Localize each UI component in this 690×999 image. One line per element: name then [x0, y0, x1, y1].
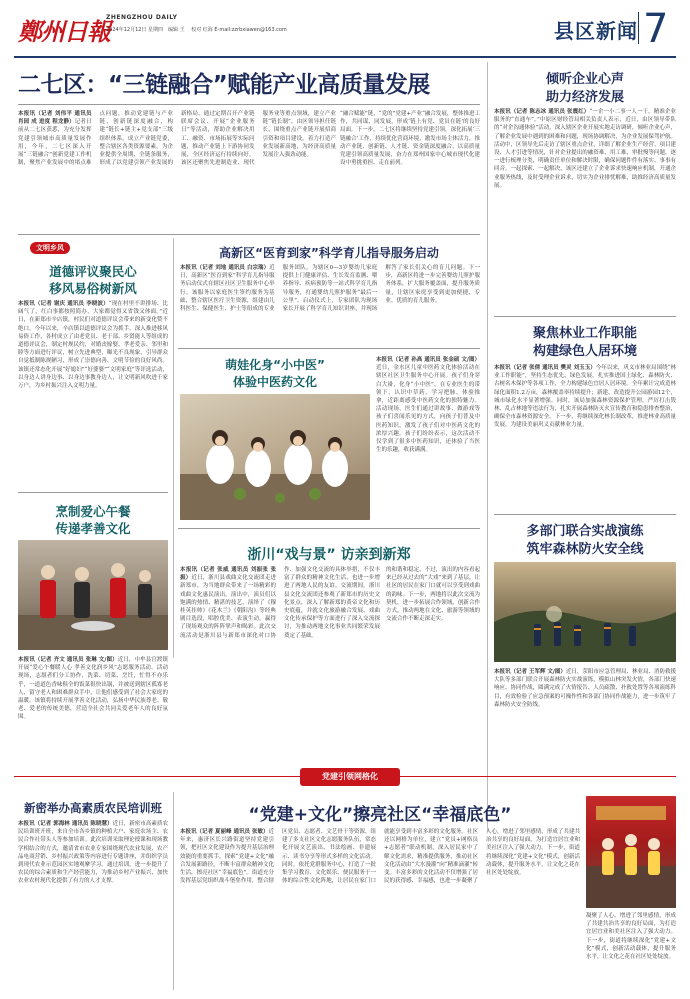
right-article2-title1: 聚焦林业工作职能: [532, 326, 637, 341]
culture-byline: 本报讯（记者 谢庆 通讯员 李晓波）: [18, 301, 109, 307]
farmer-title: 新密举办高素质农民培训班: [24, 801, 162, 815]
farmer-byline: 本报讯（记者 郭海林 通讯员 陈晓慧）: [18, 821, 113, 827]
party-body: [180, 828, 580, 990]
party-body-side: [586, 912, 676, 990]
culture-title2: 移风易俗树新风: [49, 281, 137, 296]
right-article2-byline: 本报讯（记者 张倩 通讯员 樊灵 刘玉玉）: [494, 365, 596, 371]
medical-body: [180, 264, 480, 344]
lead-text: 记者日前从二七区获悉，为充分发挥党建引领城市高质量发展作用，今年，二七区深入开展“三链融合”创新党建工作机制，聚焦产业发展中的堵点难点问题，推动党建链与产业链、创新链深度融合，构建“链长+链主+党支部”三级组织体系，成立产业链党委，整合辖区各类资源要素，为企业提供全周期、全链条服务，形成了以党建引领产业发展的新格局。通过定期召开产业链联席会议、开展“企业服务日”等活动，帮助企业解决用工、融资、市场拓展等实际问题，推动产业链上下游协同发展，全区经济运行持续向好。该区还聚焦先进制造业、现代服务业等重点领域，建立产业链“链长制”，由区领导担任链长，围绕重点产业链开展招商引资和项目建设，着力打造产业发展新高地，为经济高质量发展注入强劲动能。: [18, 111, 336, 167]
drama-body-2: [386, 566, 480, 766]
charity-photo: [18, 540, 168, 650]
lead-text-2: “融合赋能”链，“党的”党建+产业“融合发展，整体推进工作，共同谋、同发展，形成‘链上有党、党员在链’的良好局面。下一步，二七区将继续坚持党建引领，深化拓展‘三链融合’工作，持续优化营商环境，激发市场主体活力，推动产业链、创新链、人才链、资金链深度融合，以高质量党建引领高质量发展，奋力在郑州国家中心城市现代化建设中勇挑重担、走在前列。: [340, 111, 480, 167]
culture-tag: 文明乡风: [30, 242, 70, 254]
right-article2: [494, 322, 676, 532]
right-rule-2: [494, 514, 676, 515]
masthead-divider: [638, 12, 639, 44]
party-performance-illustration: [586, 796, 676, 908]
lead-title-rule: [18, 104, 480, 105]
medical-byline: 本报讯（记者 刘地 通讯员 白宗瑞）: [180, 265, 270, 271]
charity-title1: 烹制爱心午餐: [55, 504, 131, 519]
tcm-text: 近日，金水区儿童中医药文化体验活动在辖区社区卫生服务中心开展。孩子们身穿白大褂，化身“小中医”，在专业医生的带领下，认识中草药、学习把脉、体验推拿，近距离感受中医药文化的独特魅力。活动现场，医生们通过讲故事、做游戏等孩子们喜闻乐见的方式，向孩子们普及中医药知识，激发了孩子们对中医药文化的浓厚兴趣。孩子们纷纷表示，这次活动不仅学到了很多中医药知识，还体验了当医生的乐趣，收获满满。: [376, 365, 480, 454]
section-name: 县区新闻: [554, 19, 638, 43]
drama-text: 近日，浙川县戏曲文化交流团走进新郑市，为当地群众带来了一场精彩的戏曲文化惠民演出。演出中，演员们以饱满的热情、精湛的技艺，演绎了《穆桂英挂帅》《花木兰》《朝阳沟》等经典剧目选段，唱腔优美、表演生动，赢得了现场观众的阵阵掌声和喝彩。此次交流活动是浙川县与新郑市深化对口协作、加强文化交流的具体举措，不仅丰富了群众的精神文化生活，也进一步增进了两地人民的友谊。交流期间，浙川县文化交流团还参观了新郑市的历史文化景点，深入了解新郑的黄帝文化和历史底蕴，并就文化旅游融合发展、戏曲文化传承保护等方面进行了深入交流探讨，为推动两地文化事业共同繁荣发展奠定了基础。: [180, 567, 380, 639]
right-article1-text: “一企一小二事一人一干，精准企业服务的“直通车”。”中原区财经管局相关负责人表示，近日，由区领导带队的“对企沟通体验”活动，深入辖区企业开展实地走访调研，倾听企业心声，了解企业发展中遇到的困难和问题，现场协调解决，为企业发展保驾护航。活动中，区领导先后走访了辖区重点企业，详细了解企业生产经营、项目建设、人才引进等情况，针对企业提出的融资难、用工难、审批慢等问题，逐一进行梳理分类，明确责任单位和解决时限，确保问题件件有落实、事事有回音。一起探索、一起解决，该区还建立了企业诉求快速响应机制，开通企业服务热线，及时受理企业诉求，切实为企业排忧解难，助推经济高质量发展。: [494, 109, 676, 189]
medical-title: 高新区“医育到家”科学育儿指导服务启动: [219, 246, 439, 260]
drama-top-rule: [178, 528, 480, 529]
medical-text: 近日，高新区“医育到家”科学育儿指导服务启动仪式在辖区社区卫生服务中心举行。该服务以家庭医生签约服务为基础，整合辖区医疗卫生资源，组建由儿科医生、保健医生、护士等组成的专业服务团队，为辖区0—3岁婴幼儿家庭提供上门健康评估、生长发育监测、喂养指导、疾病预防等一站式科学育儿指导服务，打通婴幼儿照护服务“最后一公里”。启动仪式上，专家团队为现场家长开展了科学育儿知识讲座，并现场解答了家长们关心的育儿问题。下一步，高新区将进一步完善婴幼儿照护服务体系，扩大服务覆盖面，提升服务质量，让辖区家庭享受到更加便捷、专业、优质的育儿服务。: [180, 265, 480, 313]
issue-line: 2024年12月12日 星期四 编辑 王 校对 红海 E-mail:zzrbxiawen@163.com: [106, 27, 287, 33]
right-column-divider: [487, 62, 488, 832]
farmer-body: [18, 820, 168, 990]
party-tag-label: 党建引领网格化: [322, 772, 378, 781]
right-article2-text: 今年以来，巩义市林业局围绕“林业工作职能”，坚持生态优先、绿色发展，扎实推进国土绿化、森林防火、古树名木保护等各项工作，全力构建绿色宜居人居环境。全年累计完成造林绿化面积1.2万亩，森林覆盖率持续提升；新建、改造提升公园游园12个，城市绿化水平显著增强。同时，该局加强森林资源保护管理，严厉打击毁林、乱占林地等违法行为，扎实开展森林防灭火宣传教育和隐患排查整治，确保全市森林资源安全。下一步，将继续深化林长制改革，推进林业高质量发展，为建设美丽巩义贡献林业力量。: [494, 365, 676, 429]
party-photo: [586, 796, 676, 908]
newspaper-logo: 鄭州日報: [18, 17, 110, 46]
party-tag: [300, 768, 400, 786]
drama-text-2: 的和谐和稳定。不过，演出的内容看起来已经从过去的“大戏”来到了基层，让社区的居民在家门口就可以享受到戏曲的韵味。下一步，两地将以此次交流为契机，进一步拓展合作领域，创新合作方式，推动两地在文化、旅游等领域的交流合作不断走深走实。: [386, 567, 480, 623]
right-article1: [494, 64, 676, 280]
right-article1-body: [494, 108, 676, 278]
page-number: 7: [643, 6, 669, 52]
charity-title2: 传递孝善文化: [55, 521, 131, 536]
tcm-photo: [180, 394, 370, 520]
culture-text: “现在村里不讲排场、比阔气了，红白事都按照简办，大家都觉得又省钱又体面。”近日，在新郑市辛店镇，村民们对道德评议会带来的新变化赞不绝口。今年以来，辛店镇以道德评议会为抓手，深入推进移风易俗工作，各村成立了由老党员、老干部、乡贤能人等组成的道德评议会，制定村规民约，对婚丧嫁娶、孝老爱亲、邻里和睦等方面进行评议，树立先进典型，曝光不良现象，引导群众自觉抵制陈规陋习，形成了崇德向善、文明节俭的良好风尚。该镇还常态化开展“好媳妇”“好婆婆”“文明家庭”等评选活动，以身边人讲身边事、以身边事教身边人，让文明新风吹进千家万户，为乡村振兴注入文明力量。: [18, 301, 168, 390]
medical-bottom-rule: [178, 348, 480, 349]
tcm-title1: 萌娃化身“小中医”: [225, 358, 325, 372]
lead-body-2: [340, 110, 480, 230]
drama-body: [180, 566, 380, 766]
charity-text: 近日，中牟县官渡镇开展“爱心午餐暖人心 孝善文化润乡风”志愿服务活动。活动现场，志愿者们分工协作，洗菜、切菜、烹饪，忙得不亦乐乎，一道道色香味俱全的饭菜很快出锅，并被送到辖区孤寡老人、留守老人和困难群众手中，让他们感受到了社会大家庭的温暖。该镇将持续开展孝善文化活动，弘扬中华民族尊老、敬老、爱老的传统美德，营造全社会共同关爱老年人的良好氛围。: [18, 657, 168, 721]
masthead: [0, 0, 690, 60]
tcm-title2: 体验中医药文化: [232, 375, 317, 389]
lead-body: [18, 110, 336, 230]
charity-top-rule: [18, 492, 168, 493]
drama-title: 浙川“戏与景” 访亲到新郑: [247, 547, 411, 563]
lead-byline: 本报讯（记者 刘伟平 通讯员 肖园 成 进度 程龙静）: [18, 111, 92, 126]
fire-drill-photo: [494, 562, 676, 662]
right-article3-title1: 多部门联合实战演练: [526, 524, 644, 539]
english-name: ZHENGZHOU DAILY: [106, 14, 178, 21]
right-article2-title2: 构建绿色人居环境: [532, 344, 637, 359]
party-title: “党建+文化”擦亮社区“幸福底色”: [248, 805, 512, 825]
party-byline: 本报讯（记者 夏丽峰 通讯员 张敏）: [180, 829, 269, 835]
right-article2-body: [494, 364, 676, 530]
bottom-left-divider: [173, 792, 174, 990]
fire-drill-illustration: [494, 562, 676, 662]
charity-body: [18, 656, 168, 766]
right-rule-1: [494, 316, 676, 317]
right-article3-title2: 筑牢森林防火安全线: [526, 542, 644, 557]
charity-kitchen-illustration: [18, 540, 168, 650]
culture-body: [18, 300, 168, 488]
tcm-byline: 本报讯（记者 孙高 通讯员 张金硕 文/图）: [376, 357, 480, 363]
party-text-continued: 凝聚了人心，增进了邻里感情，形成了共建共治共享的良好局面，为打造宜居宜业和美社区注入了强大动力。下一步，街道将继续深化“党建+文化”模式，创新活动载体，提升服务水平，让文化之花在社区处处绽放。: [586, 913, 676, 961]
right-article3: [494, 518, 676, 748]
right-article1-title2: 助力经济发展: [545, 90, 624, 105]
right-article1-title1: 倾听企业心声: [545, 72, 624, 87]
right-article1-byline: 本报讯（记者 陈志冰 通讯员 张震红）: [494, 109, 590, 115]
right-article3-body: [494, 668, 676, 746]
tcm-body: [376, 356, 480, 524]
masthead-rule: [14, 56, 676, 58]
culture-title1: 道德评议聚民心: [49, 264, 137, 279]
lead-bottom-rule: [18, 234, 480, 235]
left-column-divider: [173, 238, 174, 658]
right-article3-byline: 本报讯（记者 王军辉 文/图）: [494, 669, 566, 675]
charity-byline: 本报讯（记者 齐文 通讯员 张琳 文/图）: [18, 657, 118, 663]
tcm-children-illustration: [180, 394, 370, 520]
party-text: 近年来，惠济区长兴路街道坚持党建引领，把社区文化建设作为提升基层治理效能的重要抓手，探索“党建+文化”融合发展新路径，不断丰富群众精神文化生活，擦亮社区“幸福底色”。街道充分发挥基层党组织战斗堡垒作用，整合辖区党员、志愿者、文艺骨干等资源，组建了多支社区文化志愿服务队伍，常态化开展文艺演出、书法绘画、非遗展示、读书分享等形式多样的文化活动。同时，依托党群服务中心，打造了一批集学习教育、文化娱乐、便民服务于一体的综合性文化阵地，让居民在家门口就能享受到丰富多彩的文化服务。社区还以网格为单位，建立“党员+网格员+志愿者”联动机制，深入居民家中了解文化需求，精准提供服务，推动社区文化活动由“大水漫灌”向“精准滴灌”转变。丰富多彩的文化活动不仅增强了居民的获得感、幸福感，也进一步凝聚了人心，增进了邻里感情，形成了共建共治共享的良好局面，为打造宜居宜业和美社区注入了强大动力。下一步，街道将继续深化“党建+文化”模式，创新活动载体，提升服务水平，让文化之花在社区处处绽放。: [180, 829, 580, 885]
farmer-text: 近日，新密市高素质农民培训班开班，来自全市各乡镇的种植大户、家庭农场主、农民合作社带头人等参加培训。此次培训采取理论授课和现场教学相结合的方式，邀请省市农业专家围绕现代农业发展、农产品电商营销、乡村振兴政策等内容进行专题讲座，并组织学员到现代农业示范园区实地观摩学习。通过培训，进一步提升了农民的综合素质和生产经营能力，为推动乡村产业振兴、加快农业农村现代化提供了有力的人才支撑。: [18, 821, 168, 885]
right-article3-text: 近日，荥阳市应急管理局、林业局、消防救援大队等多部门联合开展森林防火实战演练，模拟山林突发火情，各部门快速响应、协同作战，圆满完成了火情报告、人员疏散、扑救处置等各项演练科目，有效检验了应急预案的可操作性和各部门协同作战能力，进一步筑牢了森林防火安全防线。: [494, 669, 676, 708]
lead-title: 二七区：“三链融合”赋能产业高质量发展: [18, 72, 430, 98]
drama-byline: 本报讯（记者 张威 通讯员 刘振张 张振）: [180, 567, 276, 582]
